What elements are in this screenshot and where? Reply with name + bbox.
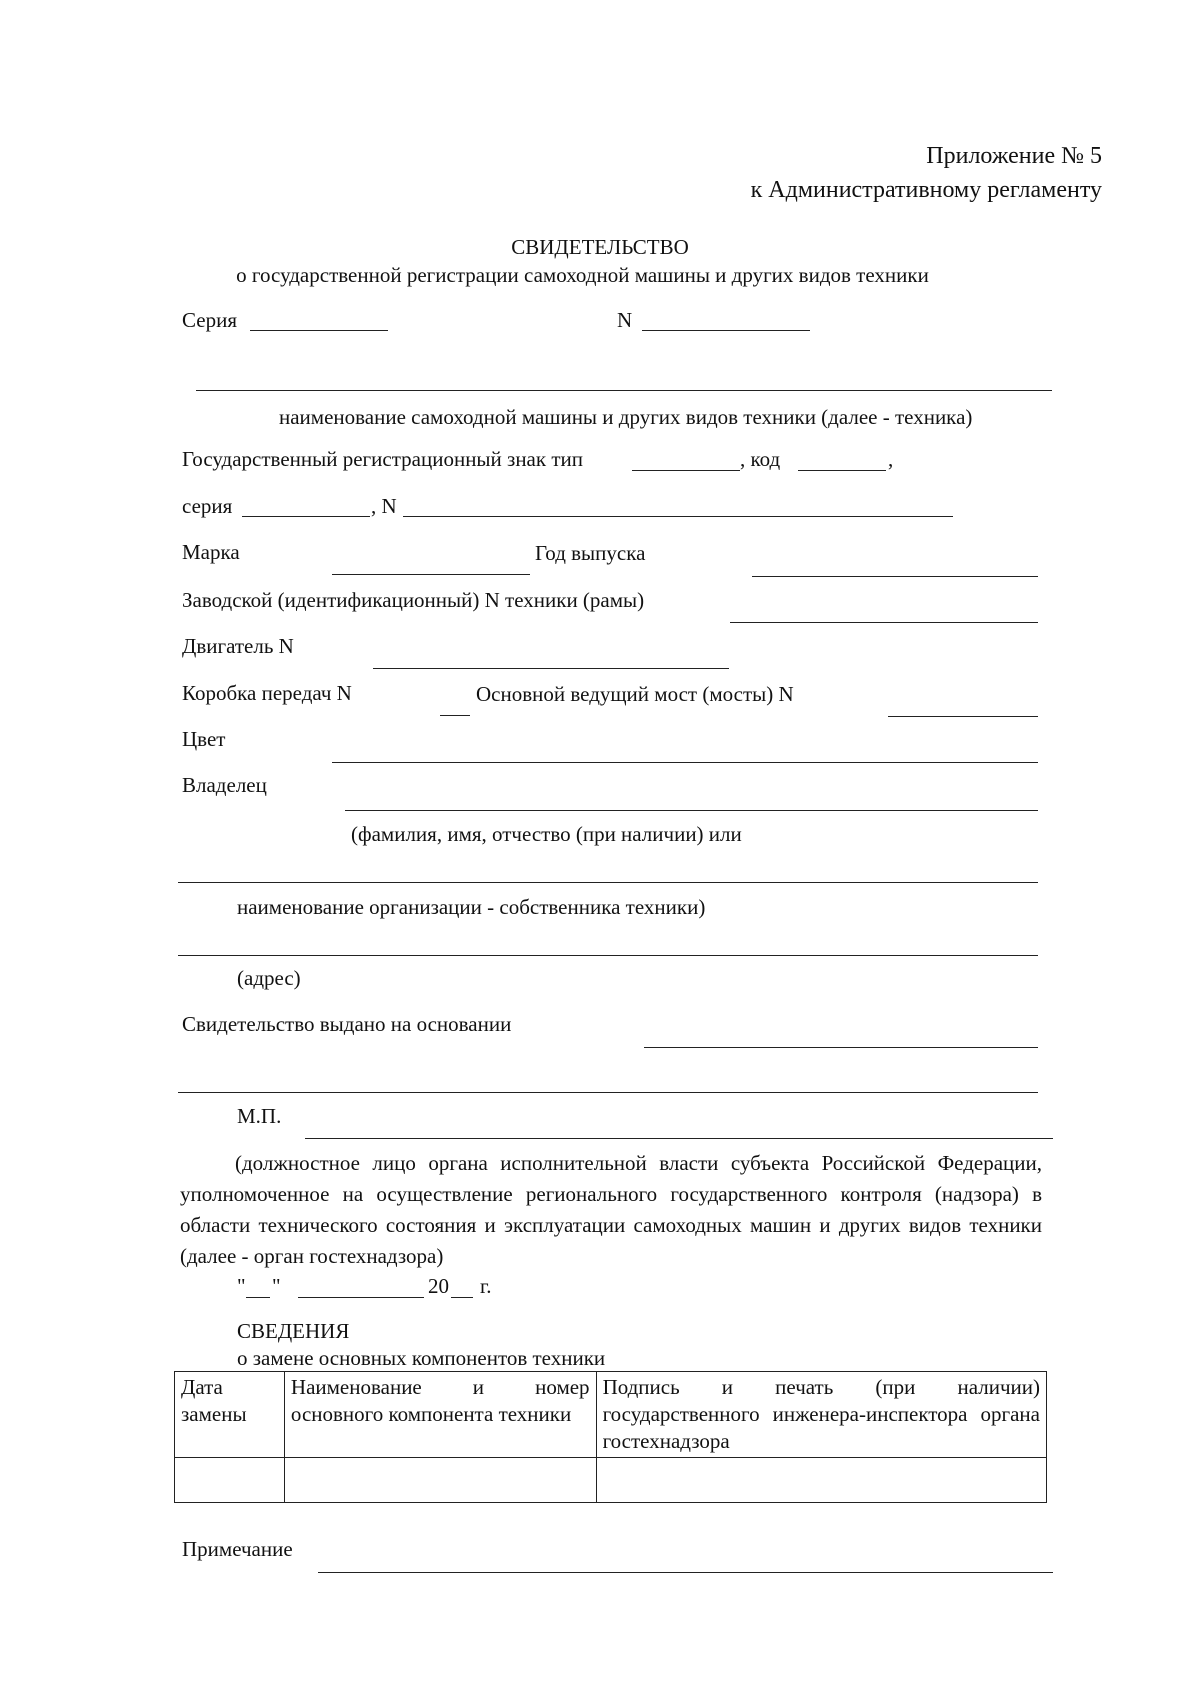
column-header-component: Наименование и номер основного компонента техники (284, 1372, 596, 1458)
owner-caption: (фамилия, имя, отчество (при наличии) или (351, 822, 742, 846)
number-label: N (617, 308, 633, 332)
brand-label: Марка (182, 540, 240, 564)
sign-number-label: , N (371, 494, 397, 518)
note-field[interactable] (318, 1572, 1053, 1573)
factory-number-label: Заводской (идентификационный) N техники (рамы) (182, 588, 645, 612)
number-field[interactable] (642, 330, 810, 331)
gearbox-label: Коробка передач N (182, 681, 352, 705)
machine-name-field[interactable] (196, 390, 1052, 391)
series-field[interactable] (250, 330, 388, 331)
engine-field[interactable] (373, 668, 729, 669)
issued-basis-label: Свидетельство выдано на основании (182, 1012, 512, 1036)
color-field[interactable] (332, 762, 1038, 763)
sign-series-label: серия (182, 494, 233, 518)
year-field[interactable] (752, 576, 1038, 577)
components-subtitle: о замене основных компонентов техники (237, 1346, 606, 1370)
components-title: СВЕДЕНИЯ (237, 1319, 350, 1343)
engine-label: Двигатель N (182, 634, 294, 658)
table-header-row (175, 1372, 1047, 1458)
machine-name-caption: наименование самоходной машины и других видов техники (далее - техника) (279, 405, 973, 429)
year-label: Год выпуска (535, 541, 646, 565)
date-quote-close: " (272, 1274, 281, 1298)
note-label: Примечание (182, 1537, 293, 1561)
org-caption: наименование организации - собственника техники) (237, 895, 706, 919)
table-row (175, 1458, 1047, 1503)
document-subtitle: о государственной регистрации самоходной машины и других видов техники (236, 263, 929, 287)
sign-number-field[interactable] (403, 516, 953, 517)
table-cell-signature[interactable] (596, 1458, 1046, 1503)
code-comma: , (888, 447, 894, 471)
owner-org-field[interactable] (178, 882, 1038, 883)
color-label: Цвет (182, 727, 226, 751)
appendix-reference: к Административному регламенту (750, 177, 1102, 203)
date-day-field[interactable] (246, 1297, 270, 1298)
components-table (174, 1371, 1047, 1503)
axle-label: Основной ведущий мост (мосты) N (476, 682, 794, 706)
series-label: Серия (182, 308, 237, 332)
document-title: СВИДЕТЕЛЬСТВО (511, 235, 689, 259)
date-suffix: г. (480, 1274, 492, 1298)
brand-field[interactable] (332, 574, 530, 575)
gearbox-field[interactable] (440, 715, 470, 716)
address-field[interactable] (178, 955, 1038, 956)
address-caption: (адрес) (237, 966, 301, 990)
column-header-signature: Подпись и печать (при наличии) государственного инженера-инспектора органа гостехнадзора (596, 1372, 1046, 1458)
table-cell-component[interactable] (284, 1458, 596, 1503)
official-caption: (должностное лицо органа исполнительной власти субъекта Российской Федерации, уполномоченное на осуществление регионального государственного контроля (надзора) в области технического состояния и эксплуатации самоходных машин и других видов техники (далее - орган гостехнадзора) (180, 1151, 1042, 1268)
appendix-number: Приложение № 5 (926, 143, 1102, 169)
axle-field[interactable] (888, 716, 1038, 717)
owner-field[interactable] (345, 810, 1038, 811)
stamp-label: М.П. (237, 1104, 282, 1128)
date-year-prefix: 20 (428, 1274, 449, 1298)
factory-number-field[interactable] (730, 622, 1038, 623)
issued-basis-field[interactable] (644, 1047, 1038, 1048)
owner-label: Владелец (182, 773, 267, 797)
official-signature-field[interactable] (305, 1138, 1053, 1139)
issued-basis-field-2[interactable] (178, 1092, 1038, 1093)
date-quote-open: " (237, 1274, 246, 1298)
sign-series-field[interactable] (242, 516, 370, 517)
date-month-field[interactable] (298, 1297, 424, 1298)
table-cell-date[interactable] (175, 1458, 285, 1503)
code-field[interactable] (798, 470, 886, 471)
reg-sign-label: Государственный регистрационный знак тип (182, 447, 583, 471)
code-label: , код (740, 447, 781, 471)
date-year-field[interactable] (451, 1297, 473, 1298)
reg-sign-type-field[interactable] (632, 470, 740, 471)
column-header-date: Дата замены (175, 1372, 285, 1458)
